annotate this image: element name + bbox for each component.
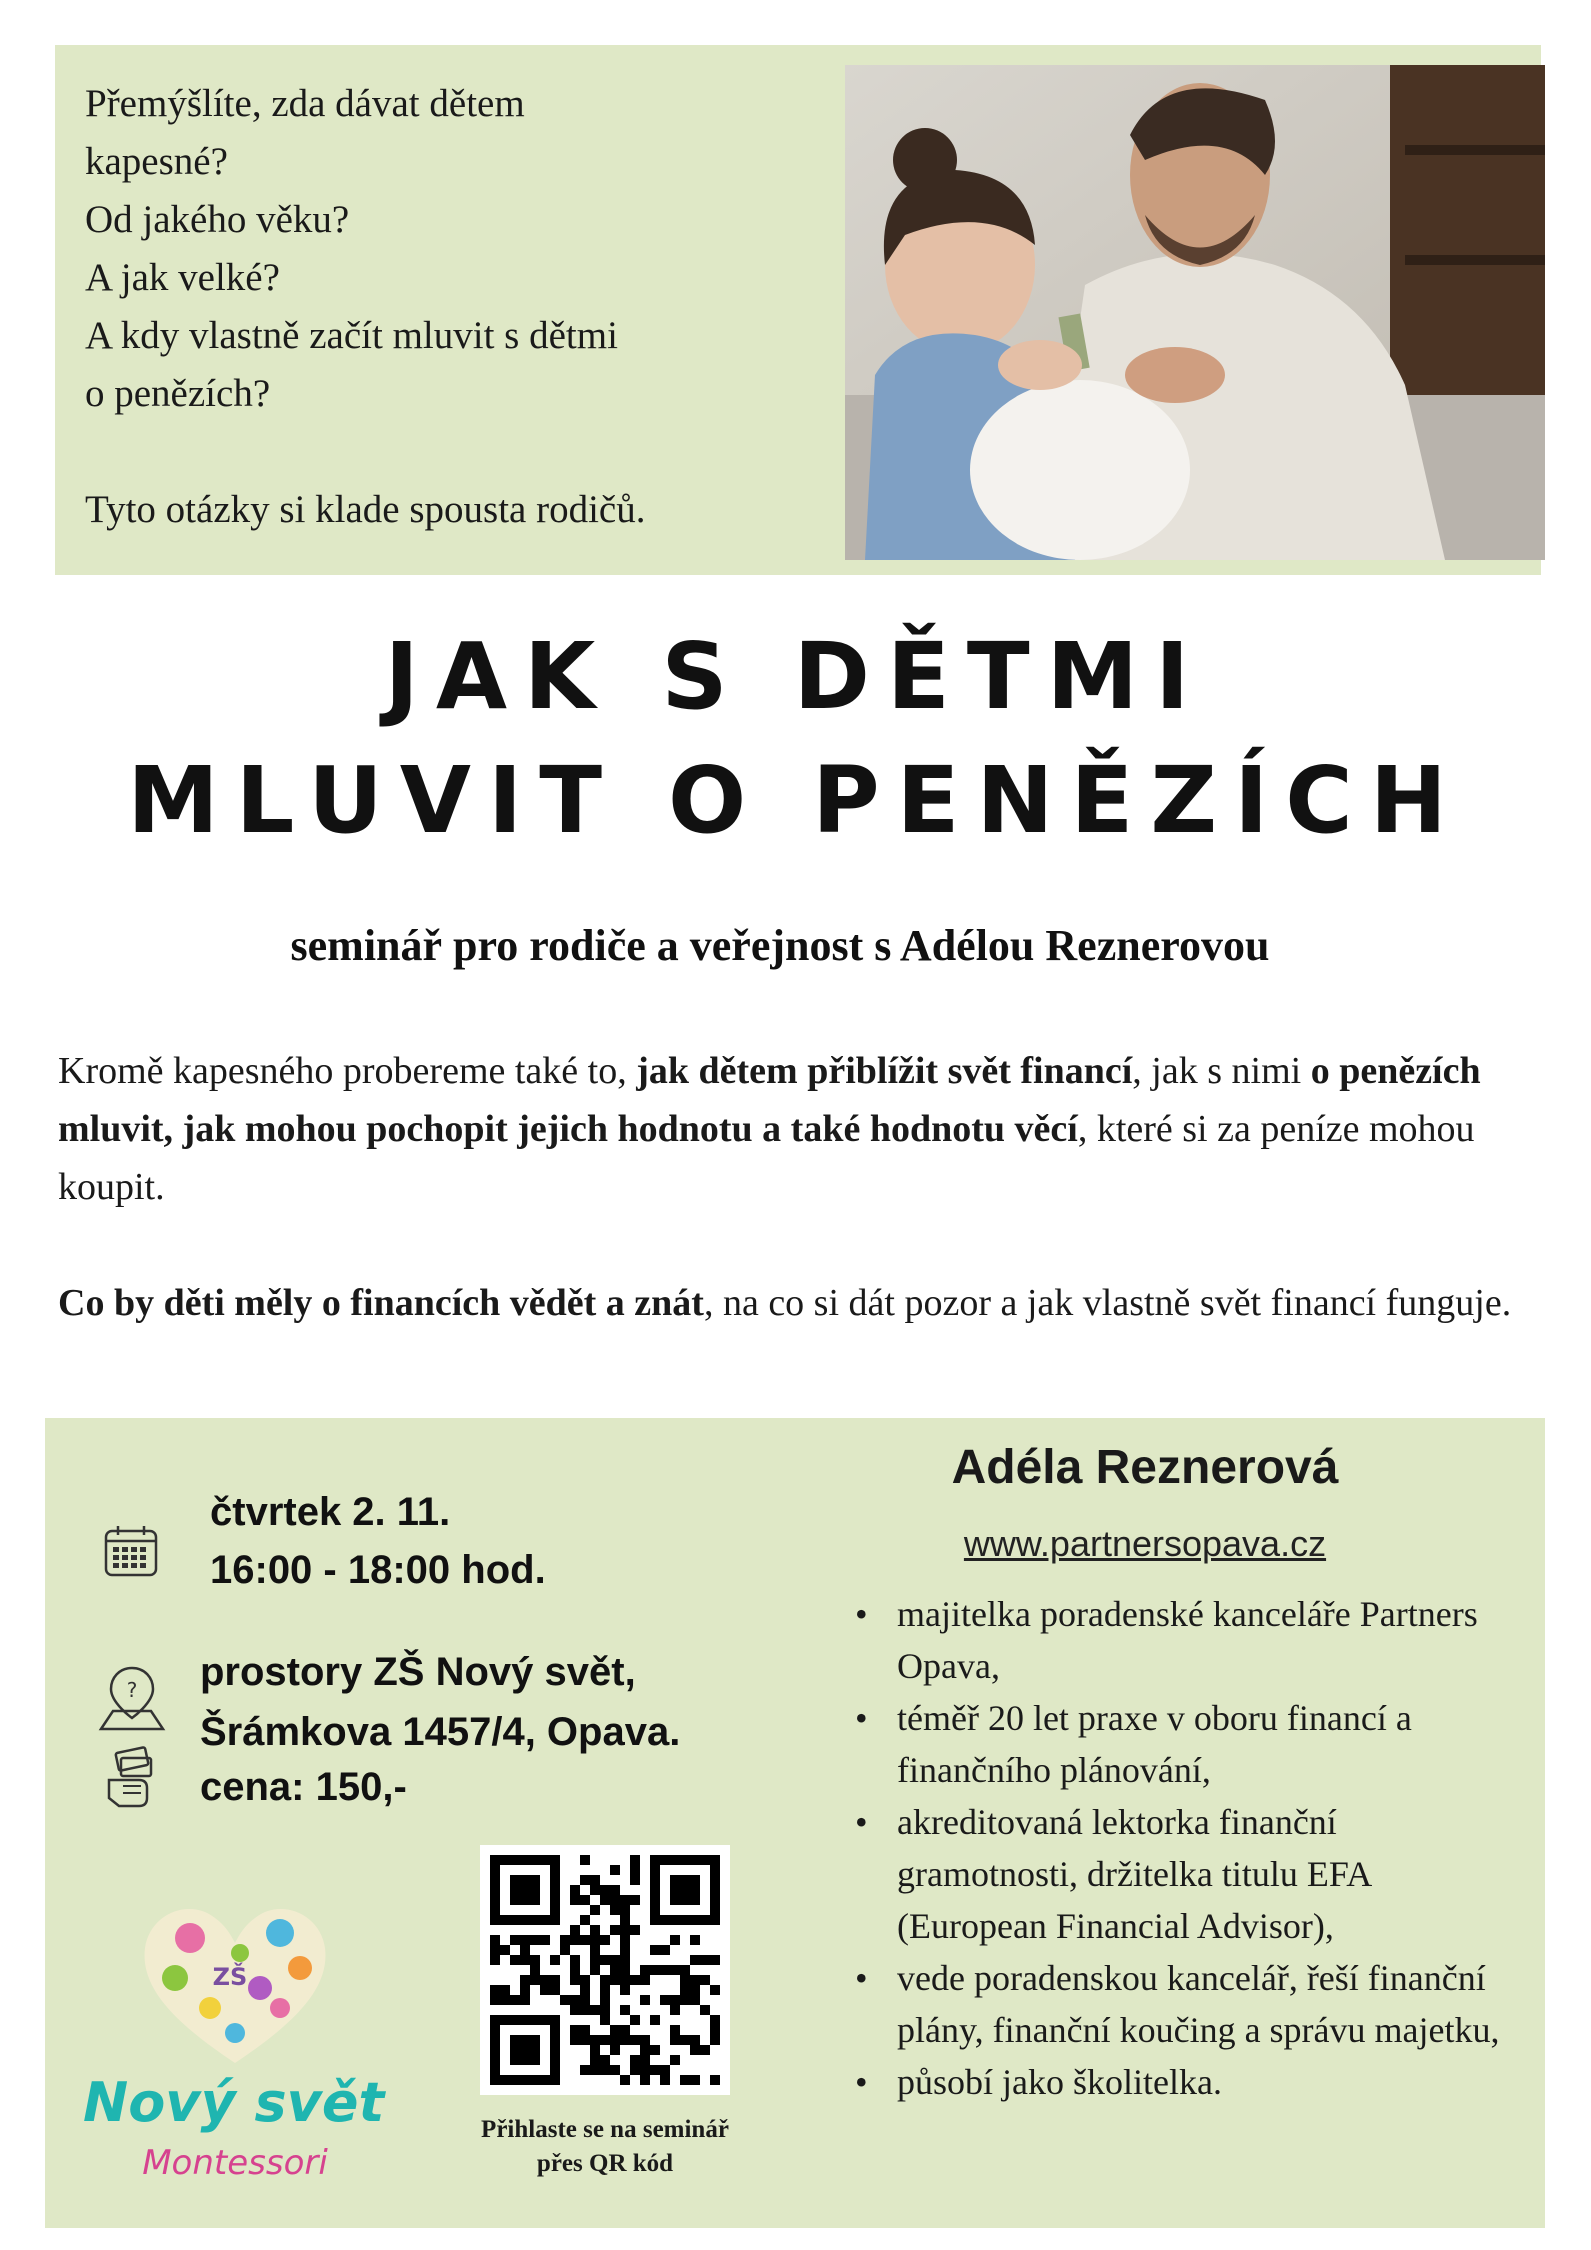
details-panel [45,1418,1545,2228]
intro-question-line: Přemýšlíte, zda dávat dětem [85,82,525,125]
intro-question-line: A jak velké? [85,256,280,299]
svg-text:?: ? [126,1678,138,1702]
novy-svet-montessori-logo [75,1893,395,2193]
bio-item: • majitelka poradenské kanceláře Partners Opava, [855,1588,1515,1692]
calendar-icon [103,1523,159,1579]
text-run-bold: jak dětem přiblížit svět financí [636,1050,1133,1092]
logo-title: Nový svět [83,2071,385,2134]
text-run: Kromě kapesného probereme také to, [58,1050,637,1092]
intro-questions [85,75,845,539]
intro-question-line: kapesné? [85,140,228,183]
intro-closing: Tyto otázky si klade spousta rodičů. [85,488,646,531]
title-line-2: MLUVIT O PENĚZÍCH [127,747,1464,854]
bio-item: • vede poradenskou kancelář, řeší finanční plány, finanční koučing a správu majetku, [855,1952,1515,2056]
event-price: cena: 150,- [200,1765,407,1809]
intro-panel [55,45,1541,575]
qr-caption [440,2113,770,2181]
presenter-name: Adéla Reznerová [951,1441,1339,1494]
description-paragraph-2 [58,1274,1538,1332]
event-place-line-1: prostory ZŠ Nový svět, [200,1650,636,1694]
text-run: , jak s nimi [1132,1050,1311,1092]
subtitle: seminář pro rodiče a veřejnost s Adélou Reznerovou [290,921,1270,970]
intro-question-line: Od jakého věku? [85,198,350,241]
logo-badge: ZŠ [212,1963,248,1991]
event-place-line-2: Šrámkova 1457/4, Opava. [200,1710,681,1754]
text-run-bold: Co by děti měly o financích vědět a znát [58,1282,704,1324]
presenter-bio-list [855,1588,1515,2108]
event-date: čtvrtek 2. 11. [210,1490,451,1534]
bio-item: • působí jako školitelka. [855,2056,1515,2108]
qr-code[interactable] [480,1845,730,2095]
map-pin-icon [97,1663,167,1733]
presenter-website-link[interactable]: www.partnersopava.cz [963,1523,1327,1564]
bio-item: • akreditovaná lektorka finanční gramotnosti, držitelka titulu EFA (European Financial Advisor), [855,1796,1515,1952]
logo-subtitle: Montessori [142,2143,328,2183]
description [58,1042,1538,1332]
qr-caption-line-1: Přihlaste se na seminář [481,2116,729,2143]
page-title [0,615,1591,863]
parent-child-photo [845,65,1545,560]
event-time: 16:00 - 18:00 hod. [210,1548,546,1592]
intro-question-line: o penězích? [85,372,271,415]
text-run-bold: o penězích mluvit, jak mohou pochopit jejich hodnotu a také hodnotu věcí [58,1050,1481,1150]
bio-item: • téměř 20 let praxe v oboru financí a finančního plánování, [855,1692,1515,1796]
text-run: , na co si dát pozor a jak vlastně svět financí funguje. [703,1282,1512,1324]
money-in-hand-icon [103,1746,159,1812]
intro-question-line: A kdy vlastně začít mluvit s dětmi [85,314,618,357]
description-paragraph-1 [58,1042,1538,1216]
text-run: , které si za peníze mohou koupit. [58,1108,1475,1208]
qr-caption-line-2: přes QR kód [536,2150,674,2177]
title-line-1: JAK S DĚTMI [384,623,1207,730]
